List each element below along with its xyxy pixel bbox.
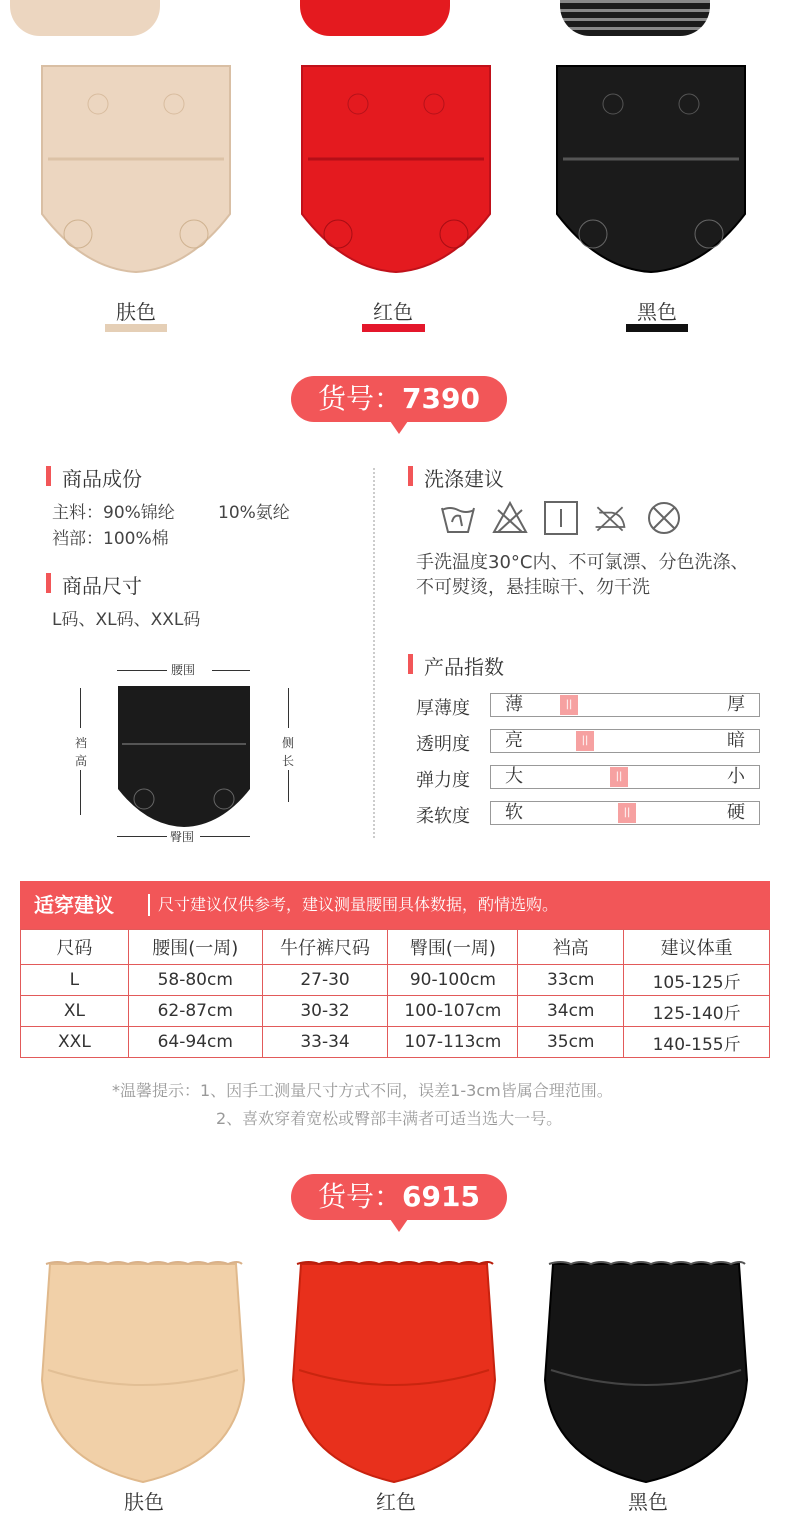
no-dry-clean-icon: [646, 500, 682, 536]
table-cell: 34cm: [518, 996, 624, 1027]
dim-hip-label: 臀围: [170, 830, 195, 844]
table-cell: 62-87cm: [128, 996, 262, 1027]
size-table-header: 尺码: [21, 930, 129, 965]
column-divider: [373, 468, 375, 838]
dim-side-label-1: 侧: [282, 736, 295, 750]
badge-number: 7390: [402, 382, 480, 415]
table-cell: 30-32: [262, 996, 388, 1027]
index-label-softness: 柔软度: [416, 806, 470, 827]
table-row: [21, 996, 770, 1027]
no-iron-icon: [592, 500, 628, 536]
tip-note-1: *温馨提示：1、因手工测量尺寸方式不同，误差1-3cm皆属合理范围。: [112, 1081, 613, 1100]
index-bar-transparency: [490, 729, 760, 753]
badge-pointer-icon: [390, 421, 408, 434]
composition-crotch: 裆部：100%棉: [52, 529, 169, 549]
size-table: [20, 929, 770, 1058]
index-knob-transparency: ||: [576, 731, 594, 751]
color-label-black: 黑色: [637, 300, 677, 324]
index-bar-softness: [490, 801, 760, 825]
index-label-elasticity: 弹力度: [416, 770, 470, 791]
index-title: 产品指数: [408, 651, 504, 680]
item-number-badge-7390: [291, 376, 507, 422]
red-brief-image: [289, 1260, 499, 1485]
index-right-softness: 硬: [727, 802, 745, 823]
badge-prefix: 货号：: [318, 1180, 403, 1213]
fit-advice-header: [20, 881, 770, 929]
index-bar-thickness: [490, 693, 760, 717]
item-number-badge-6915: [291, 1174, 507, 1220]
badge-number: 6915: [402, 1180, 480, 1213]
dim-line-hip-left: [117, 836, 167, 837]
nude-panty-image: [38, 64, 234, 274]
size-table-header: 牛仔裤尺码: [262, 930, 388, 965]
wash-instructions-line2: 不可熨烫，悬挂晾干、勿干洗: [416, 577, 650, 598]
index-knob-thickness: ||: [560, 695, 578, 715]
nude-brief-image: [38, 1260, 248, 1485]
table-cell: 107-113cm: [388, 1027, 518, 1058]
color-bar-nude: [105, 324, 167, 332]
tumble-dry-icon: [543, 500, 579, 536]
product2-color-label-black: 黑色: [628, 1490, 668, 1514]
dim-waist-label: 腰围: [171, 663, 196, 677]
fit-advice-title: 适穿建议: [34, 893, 114, 917]
badge-prefix: 货号：: [318, 382, 403, 415]
hand-wash-icon: [440, 500, 476, 536]
index-right-thickness: 厚: [727, 694, 745, 715]
fit-advice-subtitle: 尺寸建议仅供参考，建议测量腰围具体数据，酌情选购。: [158, 895, 559, 914]
table-cell: XL: [21, 996, 129, 1027]
table-cell: L: [21, 965, 129, 996]
table-cell: 58-80cm: [128, 965, 262, 996]
table-cell: 105-125斤: [624, 965, 770, 996]
table-cell: 90-100cm: [388, 965, 518, 996]
product2-color-label-nude: 肤色: [124, 1490, 164, 1514]
size-title: 商品尺寸: [46, 570, 142, 599]
dim-crotch-label-2: 高: [75, 754, 88, 768]
index-knob-softness: ||: [618, 803, 636, 823]
black-bra-image: [560, 0, 710, 36]
dim-line-waist-right: [212, 670, 250, 671]
index-bar-elasticity: [490, 765, 760, 789]
index-right-elasticity: 小: [727, 766, 745, 787]
table-row: [21, 965, 770, 996]
index-label-transparency: 透明度: [416, 734, 470, 755]
table-cell: 33-34: [262, 1027, 388, 1058]
tip-note-2: 2、喜欢穿着宽松或臀部丰满者可适当选大一号。: [216, 1109, 563, 1128]
product2-color-label-red: 红色: [376, 1490, 416, 1514]
dim-crotch-label-1: 裆: [75, 736, 88, 750]
red-bra-image: [300, 0, 450, 36]
index-left-elasticity: 大: [505, 766, 523, 787]
size-list: L码、XL码、XXL码: [52, 610, 201, 630]
index-left-softness: 软: [505, 802, 523, 823]
color-bar-red: [362, 324, 425, 332]
size-table-header: 臀围(一周): [388, 930, 518, 965]
table-cell: XXL: [21, 1027, 129, 1058]
table-cell: 64-94cm: [128, 1027, 262, 1058]
table-cell: 140-155斤: [624, 1027, 770, 1058]
table-cell: 125-140斤: [624, 996, 770, 1027]
color-bar-black: [626, 324, 688, 332]
no-bleach-icon: [492, 500, 528, 536]
dim-line-hip-right: [200, 836, 250, 837]
fit-advice-separator: [148, 894, 150, 916]
index-left-transparency: 亮: [505, 730, 523, 751]
badge-pointer-icon: [390, 1219, 408, 1232]
composition-main: 主料：90%锦纶: [52, 503, 175, 523]
index-label-thickness: 厚薄度: [416, 698, 470, 719]
color-label-red: 红色: [373, 300, 413, 324]
composition-title: 商品成份: [46, 463, 142, 492]
size-table-header: 建议体重: [624, 930, 770, 965]
color-label-nude: 肤色: [116, 300, 156, 324]
size-table-header: 腰围(一周): [128, 930, 262, 965]
wash-instructions-line1: 手洗温度30°C内、不可氯漂、分色洗涤、: [416, 552, 749, 573]
table-cell: 33cm: [518, 965, 624, 996]
black-brief-image: [541, 1260, 751, 1485]
table-cell: 35cm: [518, 1027, 624, 1058]
table-cell: 100-107cm: [388, 996, 518, 1027]
top-products-row: [0, 0, 790, 45]
index-left-thickness: 薄: [505, 694, 523, 715]
dim-side-label-2: 长: [282, 754, 295, 768]
dim-line-side-bottom: [288, 770, 289, 802]
size-diagram-panty-image: [116, 684, 252, 828]
dim-line-waist-left: [117, 670, 167, 671]
dim-line-crotch-bottom: [80, 770, 81, 815]
composition-spandex: 10%氨纶: [218, 503, 290, 523]
red-panty-image: [298, 64, 494, 274]
table-row: [21, 1027, 770, 1058]
wash-title: 洗涤建议: [408, 463, 504, 492]
dim-line-side-top: [288, 688, 289, 728]
table-cell: 27-30: [262, 965, 388, 996]
size-table-header: 裆高: [518, 930, 624, 965]
dim-line-crotch-top: [80, 688, 81, 728]
index-right-transparency: 暗: [727, 730, 745, 751]
black-panty-image: [553, 64, 749, 274]
nude-bra-image: [10, 0, 160, 36]
index-knob-elasticity: ||: [610, 767, 628, 787]
size-table-header-row: [21, 930, 770, 965]
